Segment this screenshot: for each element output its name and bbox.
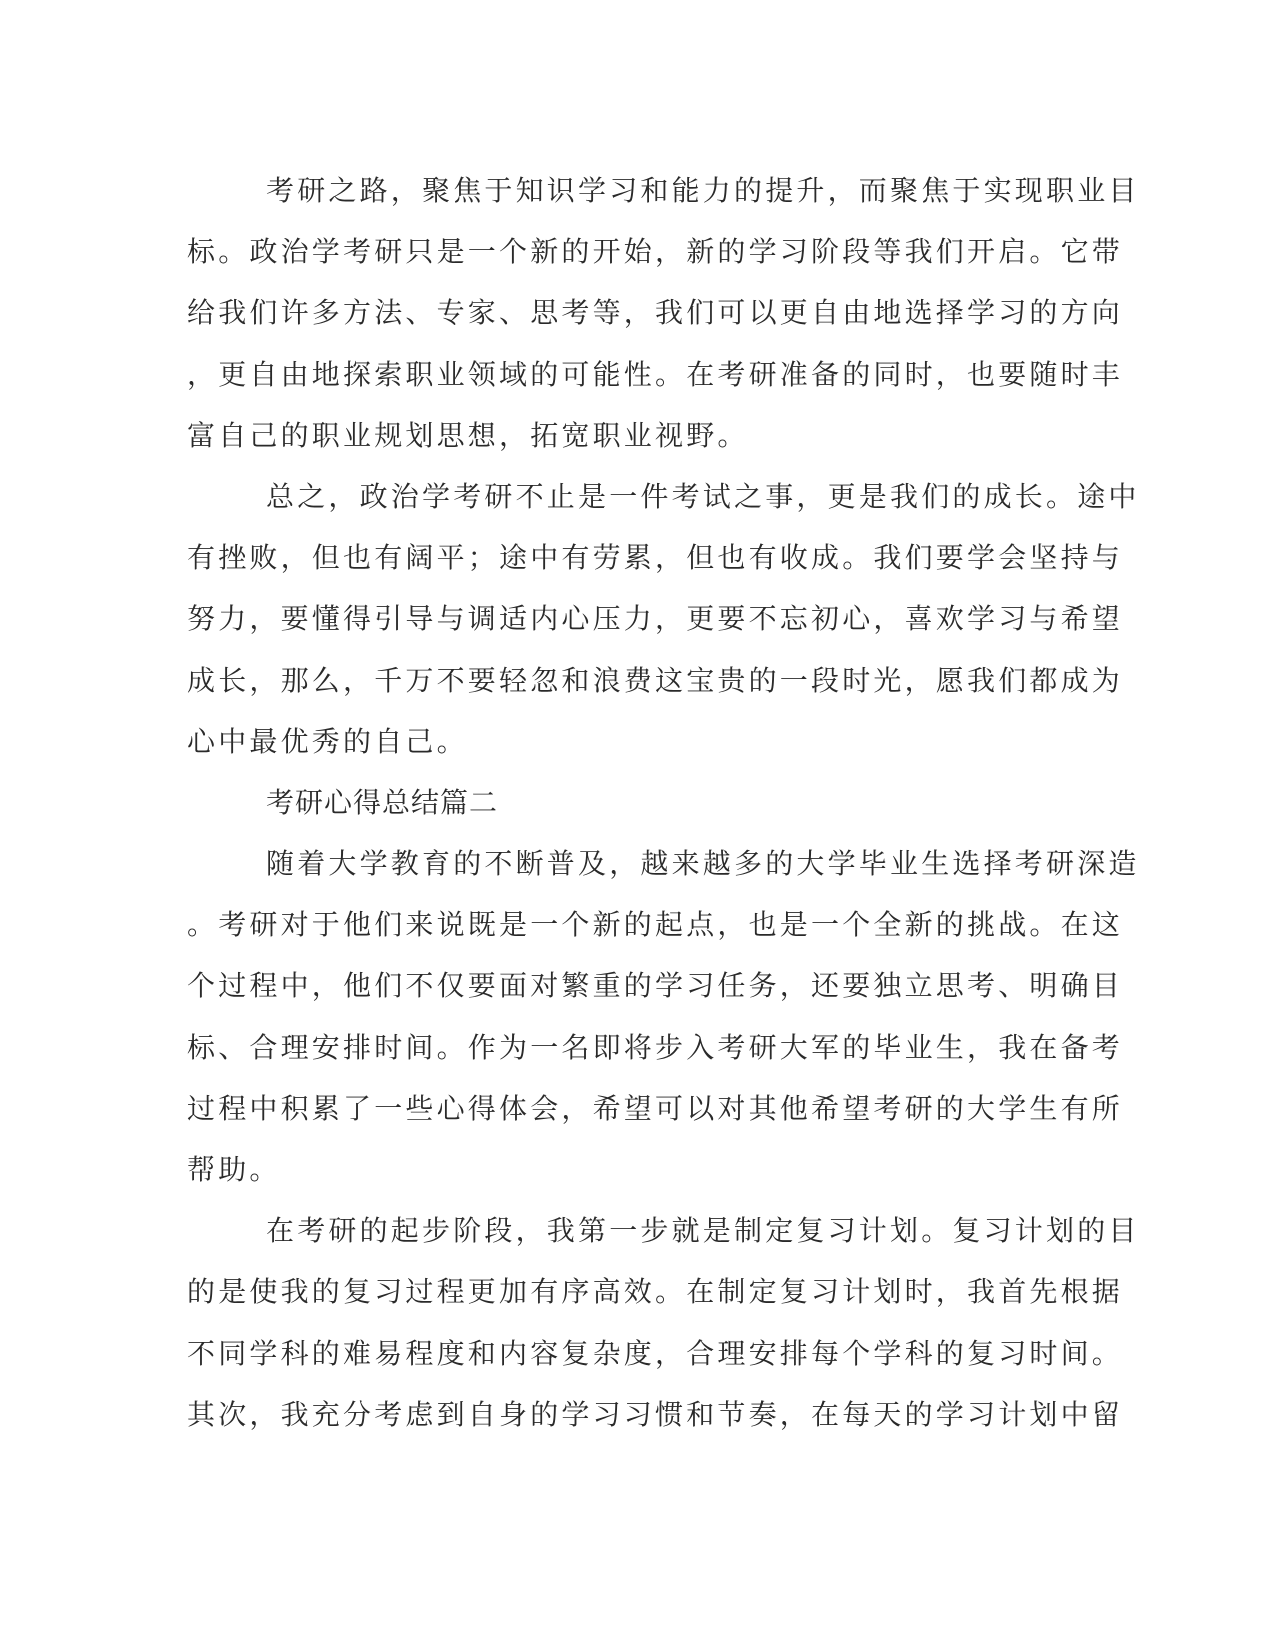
paragraph-line: 考研之路，聚焦于知识学习和能力的提升，而聚焦于实现职业目: [266, 174, 1140, 207]
paragraph-line: 个过程中，他们不仅要面对繁重的学习任务，还要独立思考、明确目: [187, 969, 1124, 1003]
paragraph-line: 标。政治学考研只是一个新的开始，新的学习阶段等我们开启。它带: [187, 235, 1124, 269]
paragraph-line: 总之，政治学考研不止是一件考试之事，更是我们的成长。途中: [266, 479, 1140, 513]
paragraph-line: 随着大学教育的不断普及，越来越多的大学毕业生选择考研深造: [266, 847, 1140, 881]
paragraph-line: 不同学科的难易程度和内容复杂度，合理安排每个学科的复习时间。: [187, 1336, 1124, 1370]
paragraph-line: 有挫败，但也有阔平；途中有劳累，但也有收成。我们要学会坚持与: [187, 541, 1124, 575]
paragraph-line: ，更自由地探索职业领域的可能性。在考研准备的同时，也要随时丰: [187, 357, 1124, 391]
paragraph-line: 成长，那么，千万不要轻忽和浪费这宝贵的一段时光，愿我们都成为: [187, 663, 1124, 697]
paragraph-line: 其次，我充分考虑到自身的学习习惯和节奏，在每天的学习计划中留: [187, 1397, 1124, 1431]
paragraph-line: 标、合理安排时间。作为一名即将步入考研大军的毕业生，我在备考: [187, 1030, 1124, 1064]
paragraph-line: 在考研的起步阶段，我第一步就是制定复习计划。复习计划的目: [266, 1214, 1140, 1248]
document-body: [187, 160, 1140, 1445]
paragraph-line: 过程中积累了一些心得体会，希望可以对其他希望考研的大学生有所: [187, 1091, 1124, 1125]
paragraph-line: 。考研对于他们来说既是一个新的起点，也是一个全新的挑战。在这: [187, 908, 1124, 942]
paragraph-line: 心中最优秀的自己。: [187, 724, 468, 758]
paragraph-line: 的是使我的复习过程更加有序高效。在制定复习计划时，我首先根据: [187, 1275, 1124, 1309]
paragraph-line: 给我们许多方法、专家、思考等，我们可以更自由地选择学习的方向: [187, 296, 1124, 330]
paragraph-line: 富自己的职业规划思想，拓宽职业视野。: [187, 418, 749, 452]
paragraph-line: 帮助。: [187, 1153, 281, 1186]
paragraph-line: 努力，要懂得引导与调适内心压力，更要不忘初心，喜欢学习与希望: [187, 602, 1124, 636]
section-heading: 考研心得总结篇二: [266, 785, 499, 819]
